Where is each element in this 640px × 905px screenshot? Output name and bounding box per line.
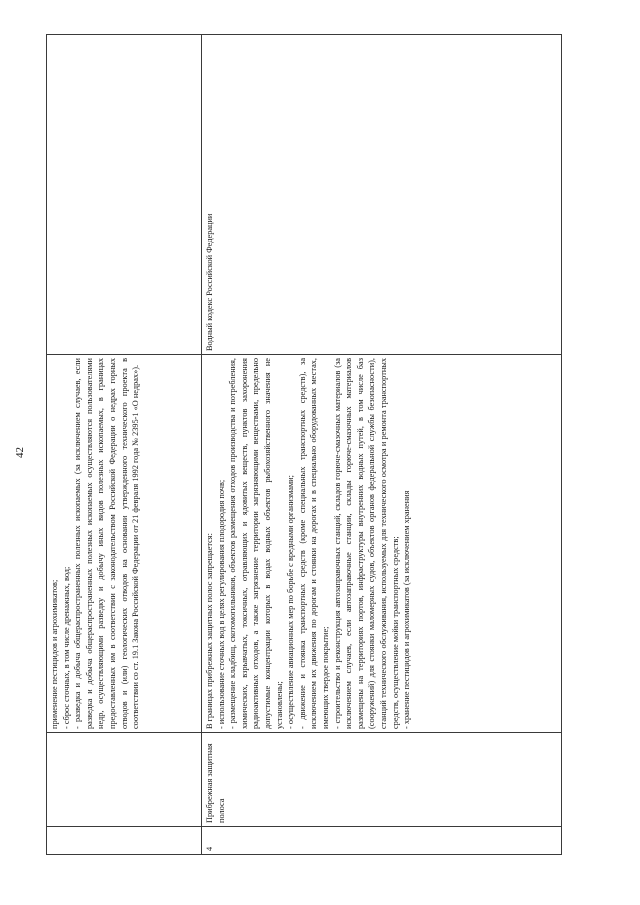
text-line: - движение и стоянка транспортных средств (кроме специальных транспортных средств), за исключением их движения по дорогам и стоянки на дорогах и в специально оборудованных местах, имеющих твердое покрытие;	[297, 358, 330, 729]
text-line: - размещение кладбищ, скотомогильников, объектов размещения отходов производства и потребления, химических, взрывчатых, токсичных, отравляющих и ядовитых веществ, пунктов захоронения радиоактивных отходов, а также загрязнение территории загрязняющими веществами, предельно допустимые концентрации которых в водах водных объектов рыбохозяйственного значения не установлены;	[228, 358, 284, 729]
text-line: - строительство и реконструкция автозаправочных станций, складов горюче-смазочных материалов (за исключением случаев, если автозаправочные станции, склады горюче-смазочных материалов размещены на территориях портов, инфраструктуры внутренних водных путей, в том числе баз (сооружений) для стоянки маломерных судов, объектов органов федеральной службы безопасности), станций технического обслуживания, используемых для технического осмотра и ремонта транспортных средств, осуществление мойки транспортных средств;	[332, 358, 400, 729]
text-line: - сброс сточных, в том числе дренажных, вод;	[61, 566, 71, 729]
text-line: - разведка и добыча общераспространенных полезных ископаемых (за исключением случаев, если разведка и добыча общераспространенных полезных ископаемых осуществляются пользователями недр, осуществляющими разведку и добычу иных видов полезных ископаемых, в границах предоставленных им в соответствии с законодательством Российской Федерации о недрах горных отводов и (или) геологических отводов на основании утвержденного технического проекта в соответствии со ст. 19.1 Закона Российской Федерации от 21 февраля 1992 года № 2395-1 «О недрах»).	[73, 358, 141, 729]
cell-source-empty	[47, 35, 202, 355]
cell-number-empty	[47, 827, 202, 855]
text-line: применение пестицидов и агрохимикатов;	[50, 579, 59, 729]
zone-name: Прибрежная защитная полоса	[202, 733, 562, 827]
text-line: - хранение пестицидов и агрохимикатов (за исключением хранения	[402, 490, 412, 729]
cell-restrictions	[202, 355, 562, 733]
page-number: 42	[14, 447, 26, 458]
zones-table	[46, 34, 562, 855]
row-number: 4	[202, 827, 562, 855]
cell-restrictions-continued	[47, 355, 202, 733]
legal-source: Водный кодекс Российской Федерации	[202, 35, 562, 355]
text-line: - использование сточных вод в целях регулирования плодородия почв;	[216, 479, 226, 729]
text-line: - осуществление авиационных мер по борьбе с вредными организмами;	[286, 475, 296, 729]
text-line: В границах прибрежных защитных полос запрещается:	[205, 533, 214, 729]
table-row-continuation	[47, 35, 202, 855]
cell-name-empty	[47, 733, 202, 827]
table-row	[202, 35, 562, 855]
